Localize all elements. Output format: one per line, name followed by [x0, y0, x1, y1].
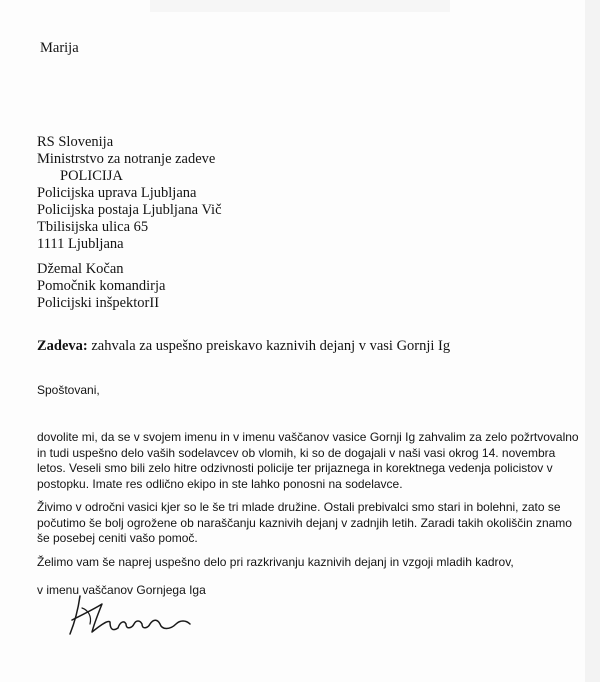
- scan-artifact: [150, 0, 450, 12]
- signature-icon: [62, 590, 202, 645]
- salutation: Spoštovani,: [37, 383, 100, 397]
- addressee-block: [37, 261, 165, 312]
- body-line: še posebej ceniti vašo pomoč.: [37, 531, 198, 545]
- recipient-line: POLICIJA: [60, 168, 123, 184]
- body-line: Živimo v odročni vasici kjer so le še tri mlade družine. Ostali prebivalci smo stari in bolehni, zato se: [37, 500, 561, 514]
- subject-label: Zadeva:: [37, 338, 88, 354]
- body-line: letos. Veseli smo bili zelo hitre odzivnosti policije ter prijaznega in korektnega vedenja policistov v: [37, 461, 553, 475]
- recipient-line: 1111 Ljubljana: [37, 236, 124, 252]
- body-line: počutimo še bolj ogrožene ob naraščanju kaznivih dejanj v zadnjih letih. Zaradi takih okoliščin znamo: [37, 515, 572, 530]
- recipient-line: RS Slovenija: [37, 134, 114, 150]
- body-line: postopku. Imate res odlično ekipo in ste lahko ponosni na sodelavce.: [37, 476, 403, 491]
- scan-edge: [585, 0, 600, 682]
- sender-name: Marija: [40, 40, 79, 56]
- addressee-line: Pomočnik komandirja: [37, 278, 166, 294]
- subject-line: [37, 338, 450, 355]
- addressee-line: Policijski inšpektorII: [37, 295, 160, 311]
- addressee-line: Džemal Kočan: [37, 261, 124, 277]
- recipient-line: Policijska postaja Ljubljana Vič: [37, 202, 222, 218]
- body-line: dovolite mi, da se v svojem imenu in v imenu vaščanov vasice Gornji Ig zahvalim za zelo požrtvovalno: [37, 430, 579, 444]
- closing: v imenu vaščanov Gornjega Iga: [37, 583, 206, 597]
- body-paragraph-3: Želimo vam še naprej uspešno delo pri razkrivanju kaznivih dejanj in vzgoji mladih kadrov,: [37, 555, 514, 569]
- recipient-line: Policijska uprava Ljubljana: [37, 185, 197, 201]
- body-paragraph-2: [37, 500, 572, 547]
- recipient-line: Tbilisijska ulica 65: [37, 219, 149, 235]
- recipient-line: Ministrstvo za notranje zadeve: [37, 151, 216, 167]
- recipient-address: [37, 134, 222, 253]
- body-paragraph-1: [37, 430, 579, 492]
- subject-text: zahvala za uspešno preiskavo kaznivih dejanj v vasi Gornji Ig: [91, 338, 451, 354]
- body-line: in tudi uspešno delo vaših sodelavcev ob vlomih, ki so de dogajali v naši vasi okrog 14. novembra: [37, 445, 556, 460]
